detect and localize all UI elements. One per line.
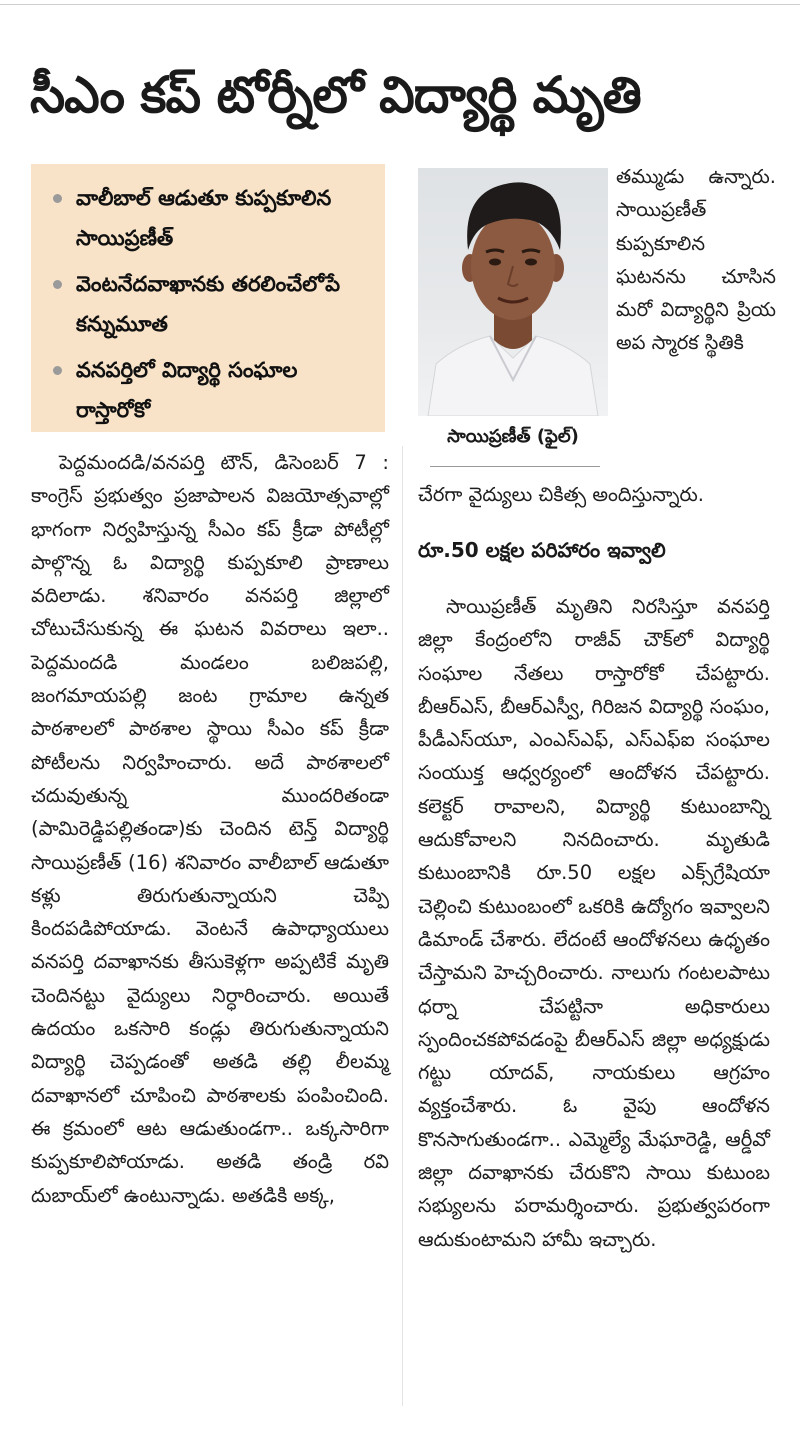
highlight-item — [53, 264, 375, 344]
highlight-text: వెంటనేదవాఖానకు తరలించేలోపే కన్నుమూత — [76, 272, 341, 336]
highlight-item — [53, 350, 375, 430]
headline: సీఎం కప్ టోర్నీలో విద్యార్థి మృతి — [30, 66, 641, 124]
subheading: రూ.50 లక్షల పరిహారం ఇవ్వాలి — [418, 538, 666, 562]
bullet-icon — [53, 280, 62, 289]
highlights-box — [31, 164, 385, 432]
caption-underline — [430, 466, 600, 467]
column-divider — [402, 446, 403, 1406]
side-column-text: తమ్ముడు ఉన్నారు. సాయిప్రణీత్ కుప్పకూలిన ఘటనను చూసిన మరో విద్యార్థిని ప్రియ అప స్మారక స్థితికి — [616, 165, 776, 355]
highlight-item — [53, 178, 375, 258]
article-column-1: పెద్దమందడి/వనపర్తి టౌన్, డిసెంబర్ 7 : కాంగ్రెస్ ప్రభుత్వం ప్రజాపాలన విజయోత్సవాల్లో భాగంగా నిర్వహిస్తున్న సీఎం కప్ క్రీడా పోటీల్లో పాల్గొన్న ఓ విద్యార్థి కుప్పకూలి ప్రాణాలు వదిలాడు. శనివారం వనపర్తి జిల్లాలో చోటుచేసుకున్న ఈ ఘటన వివరాలు ఇలా.. పెద్దమందడి మండలం బలిజపల్లి, జంగమాయపల్లి జంట గ్రామాల ఉన్నత పాఠశాలలో పాఠశాల స్థాయి సీఎం కప్ క్రీడా పోటీలను నిర్వహించారు. అదే పాఠశాలలో చదువుతున్న ముందరితండా (పామిరెడ్డిపల్లితండా)కు చెందిన టెన్త్ విద్యార్థి సాయిప్రణీత్ (16) శనివారం వాలీబాల్ ఆడుతూ కళ్లు తిరుగుతున్నాయని చెప్పి కిందపడిపోయాడు. వెంటనే ఉపాధ్యాయులు వనపర్తి దవాఖానకు తీసుకెళ్లగా అప్పటికే మృతి చెందినట్టు వైద్యులు నిర్ధారించారు. అయితే ఉదయం ఒకసారి కండ్లు తిరుగుతున్నాయని విద్యార్థి చెప్పడంతో అతడి తల్లి లీలమ్మ దవాఖానలో చూపించి పాఠశాలకు పంపించింది. ఈ క్రమంలో ఆట ఆడుతుండగా.. ఒక్కసారిగా కుప్పకూలిపోయాడు. అతడి తండ్రి రవి దుబాయ్‌లో ఉంటున్నాడు. అతడికి అక్క, — [31, 451, 389, 1207]
highlight-text: వాలీబాల్ ఆడుతూ కుప్పకూలిన సాయిప్రణీత్ — [76, 186, 332, 250]
bullet-icon — [53, 194, 62, 203]
highlight-text: వనపర్తిలో విద్యార్థి సంఘాల రాస్తారోకో — [76, 358, 298, 422]
top-rule — [0, 4, 800, 5]
portrait-illustration — [418, 168, 608, 416]
article-column-2-lead: చేరగా వైద్యులు చికిత్స అందిస్తున్నారు. — [418, 483, 704, 506]
student-photo — [418, 168, 608, 416]
bullet-icon — [53, 366, 62, 375]
article-column-2: సాయిప్రణీత్ మృతిని నిరసిస్తూ వనపర్తి జిల్లా కేంద్రంలోని రాజీవ్ చౌక్‌లో విద్యార్థి సంఘాల నేతలు రాస్తారోకో చేపట్టారు. బీఆర్ఎస్, బీఆర్ఎస్వీ, గిరిజన విద్యార్థి సంఘం, పీడీఎస్‌యూ, ఎంఎస్ఎఫ్, ఎస్ఎఫ్ఐ సంఘాల సంయుక్త ఆధ్వర్యంలో ఆందోళన చేపట్టారు. కలెక్టర్ రావాలని, విద్యార్థి కుటుంబాన్ని ఆదుకోవాలని నినదించారు. మృతుడి కుటుంబానికి రూ.50 లక్షల ఎక్స్‌గ్రేషియా చెల్లించి కుటుంబంలో ఒకరికి ఉద్యోగం ఇవ్వాలని డిమాండ్ చేశారు. లేదంటే ఆందోళనలు ఉధృతం చేస్తామని హెచ్చరించారు. నాలుగు గంటలపాటు ధర్నా చేపట్టినా అధికారులు స్పందించకపోవడంపై బీఆర్ఎస్ జిల్లా అధ్యక్షుడు గట్టు యాదవ్, నాయకులు ఆగ్రహం వ్యక్తంచేశారు. ఓ వైపు ఆందోళన కొనసాగుతుండగా.. ఎమ్మెల్యే మేఘారెడ్డి, ఆర్డీవో జిల్లా దవాఖానకు చేరుకొని సాయి కుటుంబ సభ్యులను పరామర్శించారు. ప్రభుత్వపరంగా ఆదుకుంటామని హామీ ఇచ్చారు. — [418, 595, 770, 1251]
photo-caption: సాయిప్రణీత్ (ఫైల్) — [447, 426, 579, 447]
